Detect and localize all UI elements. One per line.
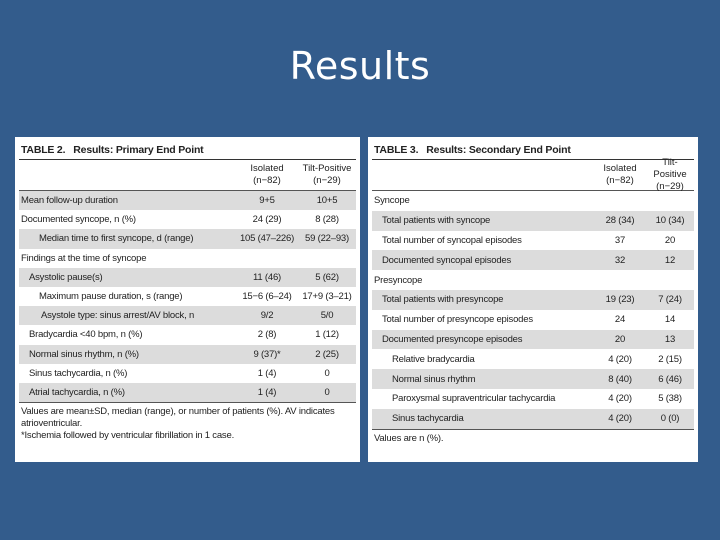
isolated-value: 9+5 — [259, 195, 275, 207]
table-3-footnote — [372, 430, 694, 445]
table-2-footnote-2: *Ischemia followed by ventricular fibrillation in 1 case. — [21, 430, 235, 442]
table-3-row — [372, 270, 694, 290]
row-label: Normal sinus rhythm, n (%) — [29, 348, 139, 360]
table-3-panel — [368, 137, 698, 462]
table-2-title — [19, 143, 356, 159]
isolated-value: 8 (40) — [608, 373, 632, 385]
table-3-footnote-1: Values are n (%). — [374, 432, 444, 444]
table-2-body — [19, 191, 356, 402]
tilt-positive-value: 5/0 — [320, 310, 334, 322]
isolated-value: 19 (23) — [605, 294, 635, 306]
table-2-row — [19, 229, 356, 248]
table-2-row — [19, 287, 356, 306]
table-2-number: TABLE 2. — [21, 144, 66, 156]
tilt-positive-value: 5 (62) — [315, 271, 339, 283]
table-2-row — [19, 306, 356, 325]
table-2-row — [19, 268, 356, 287]
row-label: Documented syncope, n (%) — [21, 214, 136, 226]
table-3-row — [372, 389, 694, 409]
tilt-positive-value: 59 (22–93) — [305, 233, 349, 245]
table-2-footnote — [19, 403, 356, 442]
table-2-panel — [15, 137, 360, 462]
isolated-value: 4 (20) — [608, 353, 632, 365]
row-label: Syncope — [374, 195, 410, 207]
isolated-value: 32 — [614, 254, 626, 266]
isolated-value: 15−6 (6–24) — [242, 291, 292, 303]
table-3-row — [372, 290, 694, 310]
tilt-positive-value: 5 (38) — [658, 393, 682, 405]
isolated-value: 37 — [614, 234, 626, 246]
table-2-footnote-1: Values are mean±SD, median (range), or number of patients (%). AV indicates atrioventricular. — [21, 406, 335, 430]
table-3-row — [372, 369, 694, 389]
tilt-positive-value: 6 (46) — [658, 373, 682, 385]
table-3-row — [372, 310, 694, 330]
tilt-positive-value: 10 (34) — [655, 215, 685, 227]
table-2-row — [19, 325, 356, 344]
tilt-positive-value: 0 — [324, 386, 330, 398]
table-2-col-isolated: Isolated (n−82) — [250, 163, 284, 186]
tilt-positive-value: 14 — [664, 314, 676, 326]
table-3-col-isolated: Isolated (n−82) — [603, 163, 637, 186]
row-label: Total number of presyncope episodes — [382, 314, 533, 326]
table-2-row — [19, 364, 356, 383]
table-3-header — [372, 157, 694, 192]
table-2-row — [19, 383, 356, 402]
isolated-value: 9 (37)* — [253, 348, 281, 360]
table-3-row — [372, 250, 694, 270]
row-label: Documented presyncope episodes — [382, 333, 523, 345]
table-3-col-tilt-positive: Tilt-Positive (n−29) — [653, 157, 687, 192]
table-2-title-text: Results: Primary End Point — [73, 144, 204, 156]
table-3-row — [372, 191, 694, 211]
isolated-value: 2 (8) — [257, 329, 277, 341]
row-label: Documented syncopal episodes — [382, 254, 512, 266]
isolated-value: 24 — [614, 314, 626, 326]
table-3-row — [372, 409, 694, 429]
row-label: Maximum pause duration, s (range) — [39, 291, 183, 303]
isolated-value: 105 (47–226) — [239, 233, 295, 245]
row-label: Median time to first syncope, d (range) — [39, 233, 194, 245]
row-label: Bradycardia <40 bpm, n (%) — [29, 329, 143, 341]
tilt-positive-value: 2 (25) — [315, 348, 339, 360]
table-3-body — [372, 191, 694, 429]
row-label: Paroxysmal supraventricular tachycardia — [392, 393, 556, 405]
table-2-row — [19, 249, 356, 268]
table-3-title-text: Results: Secondary End Point — [426, 144, 571, 156]
tilt-positive-value: 7 (24) — [658, 294, 682, 306]
isolated-value: 20 — [614, 333, 626, 345]
row-label: Findings at the time of syncope — [21, 252, 147, 264]
table-3-row — [372, 211, 694, 231]
table-3-row — [372, 330, 694, 350]
row-label: Mean follow-up duration — [21, 195, 118, 207]
tilt-positive-value: 1 (12) — [315, 329, 339, 341]
tilt-positive-value: 8 (28) — [315, 214, 339, 226]
table-2-row — [19, 191, 356, 210]
row-label: Normal sinus rhythm — [392, 373, 476, 385]
isolated-value: 4 (20) — [608, 393, 632, 405]
row-label: Sinus tachycardia, n (%) — [29, 367, 128, 379]
isolated-value: 28 (34) — [605, 215, 635, 227]
tilt-positive-value: 17+9 (3–21) — [302, 291, 352, 303]
row-label: Asystolic pause(s) — [29, 271, 103, 283]
isolated-value: 4 (20) — [608, 413, 632, 425]
tilt-positive-value: 20 — [664, 234, 676, 246]
isolated-value: 24 (29) — [252, 214, 282, 226]
isolated-value: 11 (46) — [253, 271, 281, 283]
tilt-positive-value: 0 — [324, 367, 330, 379]
table-2-row — [19, 345, 356, 364]
table-2-header — [19, 160, 356, 190]
table-3-row — [372, 349, 694, 369]
tilt-positive-value: 13 — [664, 333, 676, 345]
tilt-positive-value: 12 — [664, 254, 676, 266]
row-label: Total patients with presyncope — [382, 294, 504, 306]
tilt-positive-value: 10+5 — [316, 195, 338, 207]
table-3-number: TABLE 3. — [374, 144, 419, 156]
row-label: Total number of syncopal episodes — [382, 234, 522, 246]
row-label: Total patients with syncope — [382, 215, 491, 227]
table-2-row — [19, 210, 356, 229]
row-label: Presyncope — [374, 274, 423, 286]
row-label: Relative bradycardia — [392, 353, 475, 365]
tilt-positive-value: 2 (15) — [658, 353, 682, 365]
table-3-row — [372, 231, 694, 251]
slide-title: Results — [289, 44, 431, 88]
row-label: Atrial tachycardia, n (%) — [29, 386, 125, 398]
row-label: Sinus tachycardia — [392, 413, 464, 425]
tilt-positive-value: 0 (0) — [660, 413, 680, 425]
table-2-col-tilt-positive: Tilt-Positive (n−29) — [302, 163, 352, 186]
isolated-value: 1 (4) — [257, 386, 277, 398]
row-label: Asystole type: sinus arrest/AV block, n — [41, 310, 195, 322]
isolated-value: 1 (4) — [257, 367, 277, 379]
isolated-value: 9/2 — [260, 310, 274, 322]
